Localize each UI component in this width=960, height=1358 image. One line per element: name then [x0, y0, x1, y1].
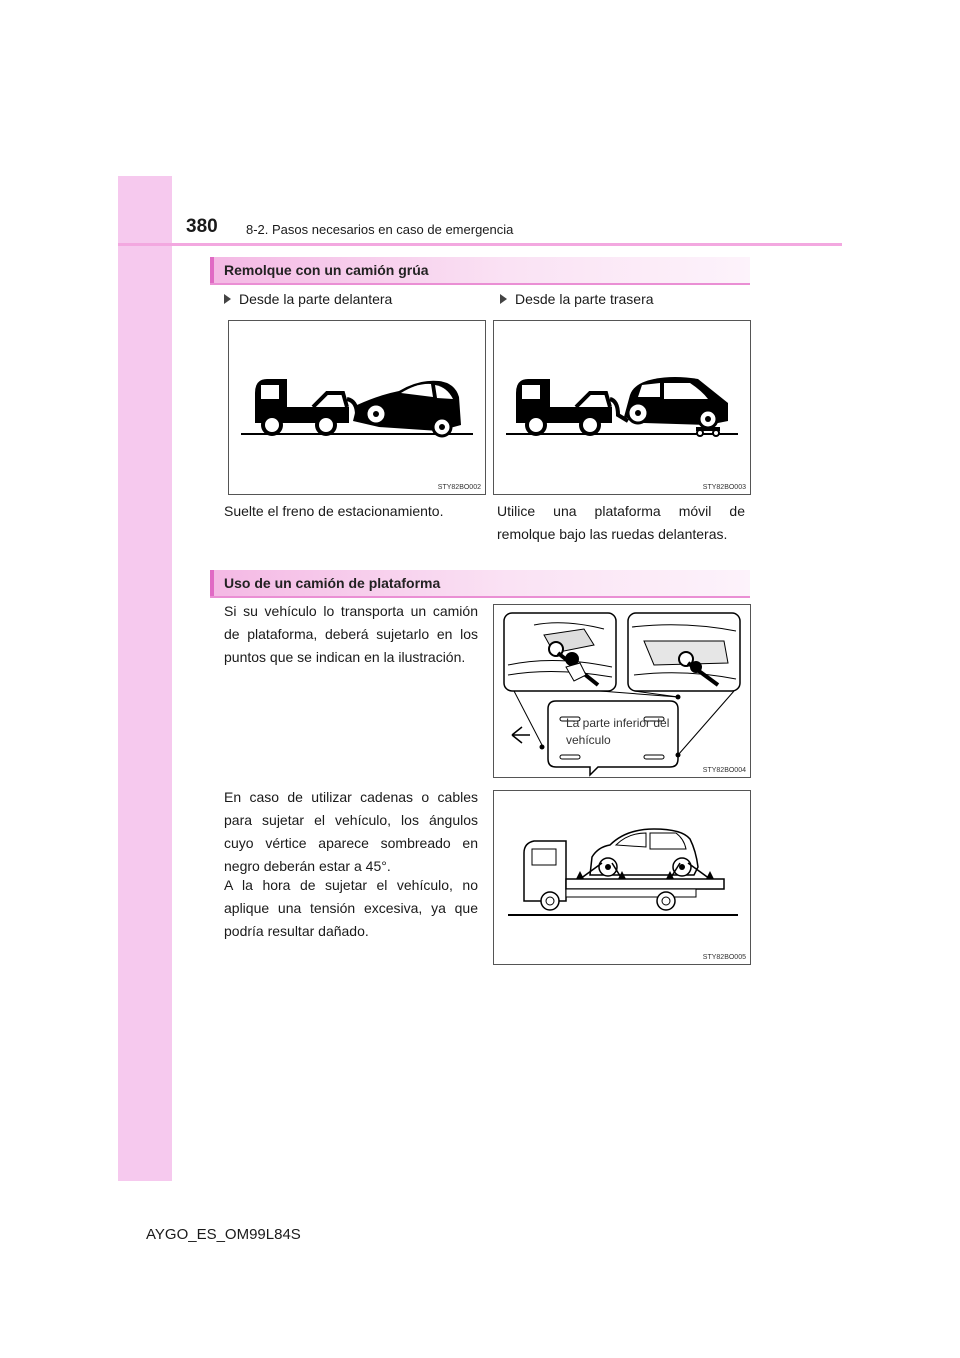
page-number: 380: [186, 216, 218, 237]
caption-front: Suelte el freno de estacionamiento.: [224, 503, 444, 519]
sub-item-front: [224, 291, 392, 307]
paragraph-chain-angles: En caso de utilizar cadenas o cables para sujetar el vehículo, los ángulos cuyo vértice aparece sombreado en negro deberán estar a 45°.: [224, 789, 478, 874]
figure-tow-rear: [493, 320, 751, 495]
figure-tow-front: [228, 320, 486, 495]
sub-item-rear-label: Desde la parte trasera: [515, 291, 654, 307]
tie-down-points-illustration: [494, 605, 750, 777]
section-heading-flatbed: [210, 570, 750, 598]
callout-label-underside: La parte inferior del vehículo: [566, 716, 670, 747]
section-heading-text: Remolque con un camión grúa: [224, 262, 429, 278]
tow-truck-front-illustration: [229, 321, 485, 494]
triangle-bullet-icon: [224, 294, 231, 304]
sub-item-front-label: Desde la parte delantera: [239, 291, 393, 307]
figure-code: STY82BO004: [702, 767, 746, 774]
sub-item-rear: [500, 291, 654, 307]
side-tab-strip: [118, 176, 172, 1181]
section-heading-text: Uso de un camión de plataforma: [224, 575, 441, 591]
header-rule: [118, 243, 842, 246]
figure-flatbed-truck: [493, 790, 751, 965]
figure-code: STY82BO005: [702, 954, 746, 961]
paragraph-flatbed-intro: Si su vehículo lo transporta un camión de plataforma, deberá sujetarlo en los puntos que se indican en la ilustración.: [224, 603, 478, 665]
figure-code: STY82BO002: [437, 484, 481, 491]
section-title: 8-2. Pasos necesarios en caso de emergencia: [246, 222, 514, 237]
tow-truck-rear-illustration: [494, 321, 750, 494]
triangle-bullet-icon: [500, 294, 507, 304]
flatbed-truck-illustration: [494, 791, 750, 964]
caption-rear: Utilice una plataforma móvil de remolque bajo las ruedas delanteras.: [497, 503, 745, 542]
figure-code: STY82BO003: [702, 484, 746, 491]
footer-doc-code: AYGO_ES_OM99L84S: [146, 1226, 301, 1243]
paragraph-tension-warning: A la hora de sujetar el vehículo, no aplique una tensión excesiva, ya que podría resultar dañado.: [224, 877, 478, 939]
figure-tie-down-points: [493, 604, 751, 778]
section-heading-tow-truck: [210, 257, 750, 285]
